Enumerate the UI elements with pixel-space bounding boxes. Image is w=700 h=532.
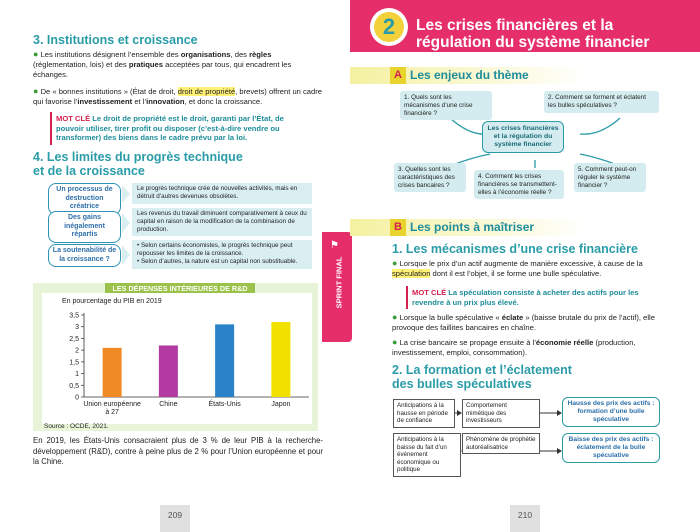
flow-box-2c: Baisse des prix des actifs : éclatement de la bulle spéculative xyxy=(562,433,660,463)
y-tick-label: 2,5 xyxy=(69,335,79,343)
mot-cle-label: MOT CLÉ xyxy=(56,114,91,123)
flow-box-1a: Anticipations à la hausse en période de confiance xyxy=(393,399,455,428)
bullet-icon: ● xyxy=(392,312,398,322)
y-tick-label: 1,5 xyxy=(69,359,79,367)
flow-box-2a: Anticipations à la baisse du fait d’un événement économique ou politique xyxy=(393,433,461,477)
flow-box-1c: Hausse des prix des actifs : formation d’une bulle spéculative xyxy=(562,397,660,427)
bullet-icon: ● xyxy=(392,258,398,268)
diagram-question-3: 3. Quelles sont les caractéristiques des crises bancaires ? xyxy=(394,163,466,192)
section-3-paragraph-1: ● Les institutions désignent l’ensemble des organisations, des règles (réglementation, lois) et des pratiques acceptées par tous, qui encadrent les échanges. xyxy=(33,49,292,79)
page-number-left: 209 xyxy=(167,510,183,520)
flag-icon: ⚑ xyxy=(330,240,339,251)
right-page xyxy=(330,0,700,532)
y-tick-label: 2 xyxy=(75,347,79,355)
bar-2 xyxy=(159,345,178,397)
sprint-final-label: SPRINT FINAL xyxy=(334,256,344,309)
subsection-1-title: 1. Les mécanismes d’une crise financière xyxy=(392,242,638,256)
bar-4 xyxy=(271,322,290,397)
chart-source: Source : OCDE, 2021. xyxy=(44,423,109,430)
limit-label-2: Des gains inégalement répartis xyxy=(48,211,121,243)
diagram-question-2: 2. Comment se forment et éclatent les bulles spéculatives ? xyxy=(544,91,659,113)
mot-cle-box-right: MOT CLÉ La spéculation consiste à acheter des actifs pour les revendre à un prix plus élevé. xyxy=(406,286,676,309)
x-labels xyxy=(83,399,290,416)
chart-ylabel: En pourcentage du PIB en 2019 xyxy=(62,298,162,305)
chart-area xyxy=(42,293,312,424)
section-3-title: 3. Institutions et croissance xyxy=(33,33,198,47)
rd-bar-chart xyxy=(42,293,312,424)
y-tick-label: 3 xyxy=(75,324,79,332)
x-tick-label: États-Unis xyxy=(208,401,241,408)
section-b-letter: B xyxy=(390,219,406,236)
subsection-1-paragraph-3: ● La crise bancaire se propage ensuite à l’économie réelle (production, investissement, emploi, consommation). xyxy=(392,337,636,357)
y-tick-label: 3,5 xyxy=(69,312,79,320)
bullet-icon: ● xyxy=(33,49,39,59)
flow-box-1b: Comportement mimétique des investisseurs xyxy=(462,399,540,428)
section-b-title: Les points à maîtriser xyxy=(410,220,535,234)
limit-text-2: Les revenus du travail diminuent comparativement à ceux du capital en raison de la modification de la combinaison de production. xyxy=(132,208,312,236)
bar-1 xyxy=(103,348,122,397)
x-tick-label: Union européenne xyxy=(83,401,141,408)
page-number-right: 210 xyxy=(517,510,533,520)
subsection-2-title: 2. La formation et l’éclatement des bulles spéculatives xyxy=(392,363,572,391)
x-tick-label: à 27 xyxy=(105,409,119,416)
closing-paragraph: En 2019, les États-Unis consacraient plus de 3 % de leur PIB à la recherche-développement (R&D), contre à peine plus de 2 % pour l’Union européenne et pour la Chine. xyxy=(33,436,323,466)
section-4-title: 4. Les limites du progrès technique et de la croissance xyxy=(33,150,243,178)
chart-title: LES DÉPENSES INTÉRIEURES DE R&D xyxy=(105,283,255,294)
bars xyxy=(103,322,291,397)
bullet-icon: ● xyxy=(33,86,39,96)
subsection-1-paragraph-1: ● Lorsque le prix d’un actif augmente de manière excessive, à cause de la spéculation dont il est l’objet, il se forme une bulle spéculative. xyxy=(392,258,643,278)
bullet-icon: ● xyxy=(392,337,398,347)
chapter-title: Les crises financières et la régulation du système financier xyxy=(416,17,650,51)
y-tick-label: 1 xyxy=(75,371,79,379)
limit-text-3: • Selon certains économistes, le progrès technique peut repousser les limites de la croissance. • Selon d’autres, la nature est un capital non substituable. xyxy=(132,240,312,269)
chapter-number: 2 xyxy=(374,12,404,42)
diagram-question-1: 1. Quels sont les mécanismes d’une crise financière ? xyxy=(400,91,492,120)
section-3-paragraph-2: ● De « bonnes institutions » (État de droit, droit de propriété, brevets) offrent un cadre qui favorise l’investissement et l’innovation, et donc la croissance. xyxy=(33,86,323,106)
mot-cle-text: Le droit de propriété est le droit, garanti par l’État, de pouvoir utiliser, tirer profit ou disposer (c’est-à-dire vendre ou transformer) des biens dans le cadre prévu par la loi. xyxy=(56,114,284,142)
diagram-question-5: 5. Comment peut-on réguler le système financier ? xyxy=(574,163,646,192)
diagram-center: Les crises financières et la régulation du système financier xyxy=(482,121,564,153)
x-tick-label: Japon xyxy=(271,401,291,408)
x-tick-label: Chine xyxy=(159,401,178,408)
y-tick-label: 0,5 xyxy=(69,382,79,390)
diagram-question-4: 4. Comment les crises financières se transmettent-elles à l’économie réelle ? xyxy=(474,170,564,199)
bar-3 xyxy=(215,324,234,397)
mot-cle-box xyxy=(50,112,312,145)
connector-arrows xyxy=(122,185,134,275)
section-a-title: Les enjeux du thème xyxy=(410,68,529,82)
limit-label-1: Un processus de destruction créatrice xyxy=(48,183,121,215)
limit-text-1: Le progrès technique crée de nouvelles activités, mais en détruit d’autres devenues obsolètes. xyxy=(132,183,312,204)
flow-box-2b: Phénomène de prophétie autoréalisatrice xyxy=(462,433,540,454)
section-a-letter: A xyxy=(390,67,406,84)
y-tick-label: 0 xyxy=(75,394,79,402)
limit-label-3: La soutenabilité de la croissance ? xyxy=(48,244,121,267)
subsection-1-paragraph-2: ● Lorsque la bulle spéculative « éclate » (baisse brutale du prix de l’actif), elle provoque des faillites bancaires en chaîne. xyxy=(392,312,655,332)
